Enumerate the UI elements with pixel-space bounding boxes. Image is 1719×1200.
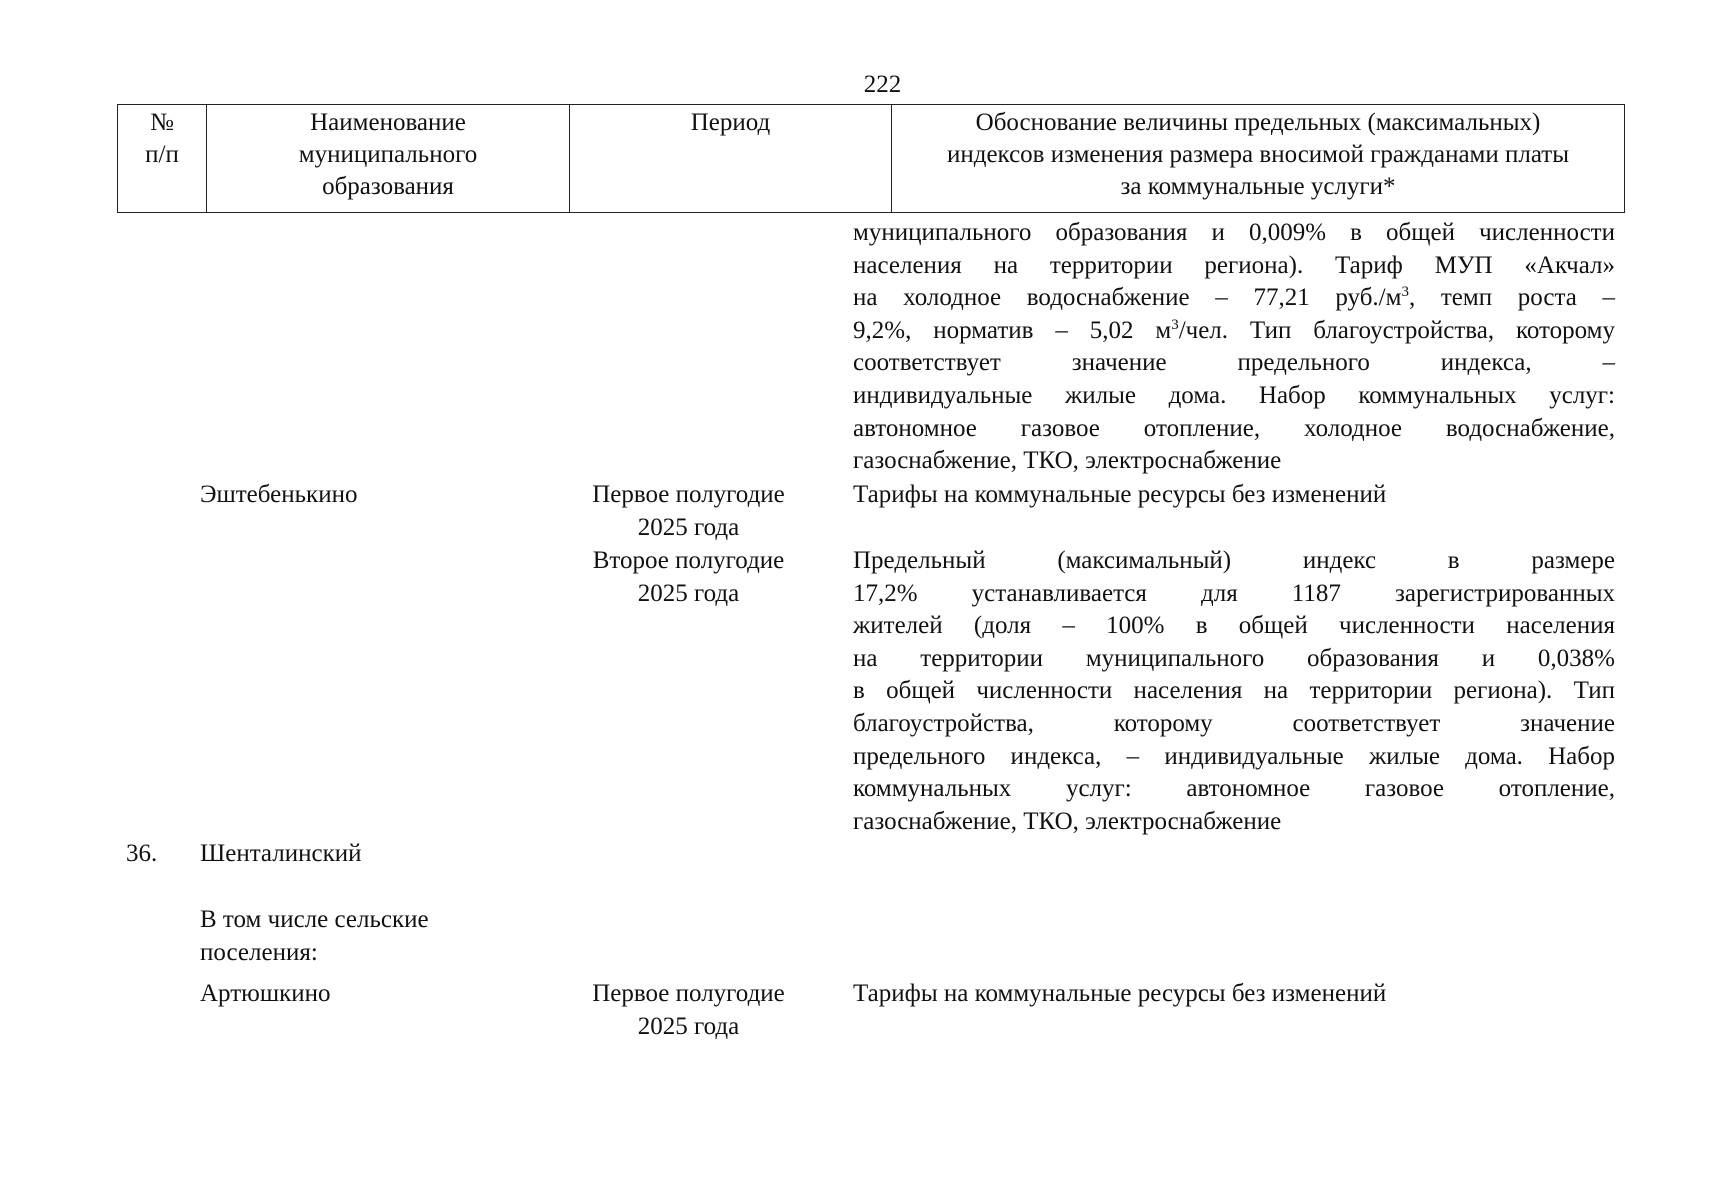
basis-first-half-eshtebenkino: Тарифы на коммунальные ресурсы без изменений (853, 481, 1387, 508)
basis-second-half-eshtebenkino: Предельный (максимальный) индекс в размере 17,2% устанавливается для 1187 зарегистрированных жителей (доля – 100% в общей численности населения на территории муниципального образования и 0,038% в общей численности населения на территории региона). Тип благоустройства, которому соответствует значение предельного индекса, – индивидуальные жилые дома. Набор коммунальных услуг: автономное газовое отопление, газоснабжение, ТКО, электроснабжение (853, 547, 1615, 835)
header-period-column: Период (570, 105, 892, 213)
municipality-name-artyushkino: Артюшкино (200, 980, 331, 1007)
table-header (117, 104, 1625, 213)
basis-continuation-text: муниципального образования и 0,009% в общей численности населения на территории региона). Тариф МУП «Акчал» на холодное водоснабжение – 77,21 $руб./м^3$, темп роста – 9,2%, норматив – 5,02 $м^3$/чел. Тип благоустройства, которому соответствует значение предельного индекса, – индивидуальные жилые дома. Набор коммунальных услуг: автономное газовое отопление, холодное водоснабжение, газоснабжение, ТКО, электроснабжение (853, 219, 1615, 475)
subheading-rural-settlements: В том числе сельские поселения: (200, 906, 429, 966)
header-name-column: Наименование муниципального образования (207, 105, 570, 213)
basis-first-half-artyushkino: Тарифы на коммунальные ресурсы без изменений (853, 980, 1387, 1007)
header-basis-column: Обоснование величины предельных (максимальных) индексов изменения размера вносимой гражданами платы за коммунальные услуги* (892, 105, 1625, 213)
period-second-half-eshtebenkino: Второе полугодие 2025 года (592, 547, 785, 607)
period-first-half-artyushkino: Первое полугодие 2025 года (592, 980, 785, 1040)
page-number: 222 (863, 71, 902, 98)
header-number-column: № п/п (118, 105, 207, 213)
row-number-36: 36. (126, 840, 158, 867)
period-first-half-eshtebenkino: Первое полугодие 2025 года (592, 481, 785, 541)
municipality-name-eshtebenkino: Эштебенькино (200, 481, 358, 508)
municipality-name-shentalinsky: Шенталинский (200, 840, 362, 867)
